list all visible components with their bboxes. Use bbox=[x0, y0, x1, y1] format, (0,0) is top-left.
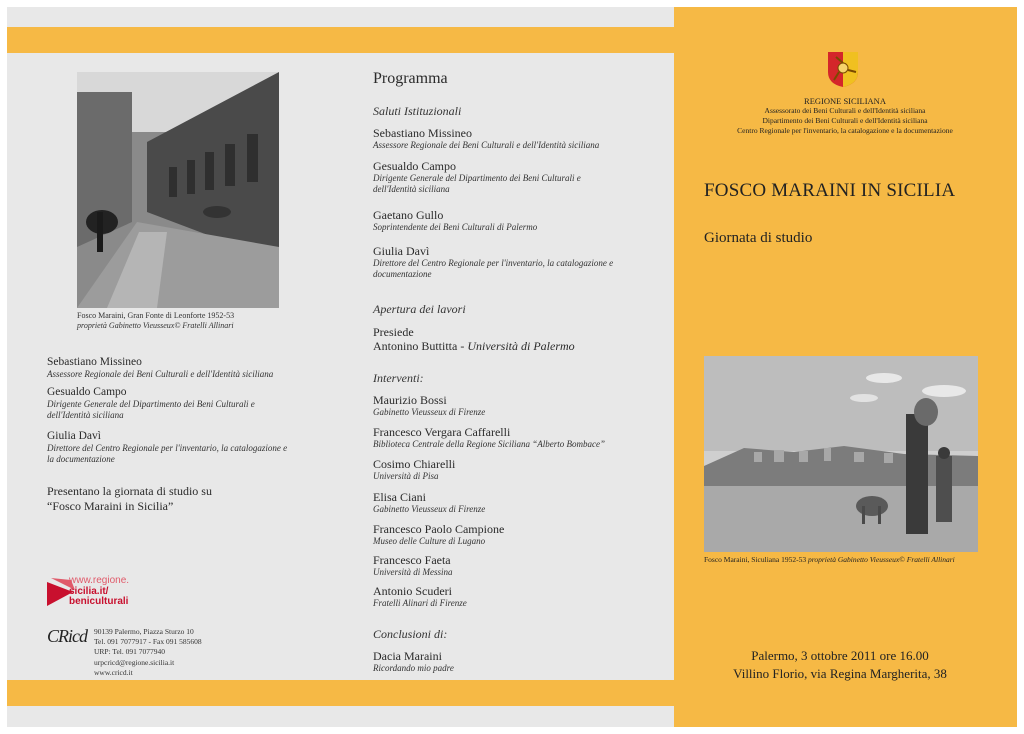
program-entry bbox=[373, 457, 663, 482]
presenter-name: Gesualdo Campo bbox=[47, 386, 127, 398]
speaker-role: Dirigente Generale del Dipartimento dei Beni Culturali e bbox=[373, 173, 581, 183]
caption-credit: proprietà Gabinetto Vieusseux© Fratelli Allinari bbox=[77, 321, 234, 330]
region-title: REGIONE SICILIANA bbox=[804, 96, 886, 106]
speaker-name: Dacia Maraini bbox=[373, 649, 442, 663]
presenter-role: la documentazione bbox=[47, 454, 115, 464]
presenter-role: dell'Identità siciliana bbox=[47, 410, 124, 420]
program-entry bbox=[373, 649, 663, 674]
present-line: Presentano la giornata di studio su bbox=[47, 484, 212, 498]
photo-caption-leonforte bbox=[77, 311, 317, 331]
speaker-role: Gabinetto Vieusseux di Firenze bbox=[373, 504, 486, 514]
speaker-role: Fratelli Alinari di Firenze bbox=[373, 598, 467, 608]
program-entry bbox=[373, 490, 663, 515]
logo-line: beniculturali bbox=[69, 596, 129, 607]
section-conclusioni: Conclusioni di: bbox=[373, 627, 448, 641]
event-date: Palermo, 3 ottobre 2011 ore 16.00 bbox=[751, 648, 929, 663]
contact-phone: Tel. 091 7077917 - Fax 091 585608 bbox=[94, 637, 202, 647]
program-entry bbox=[373, 522, 663, 547]
caption-line: Fosco Maraini, Siculiana 1952-53 bbox=[704, 555, 808, 564]
speaker-name: Francesco Faeta bbox=[373, 553, 451, 567]
section-interventi: Interventi: bbox=[373, 371, 424, 385]
chair-affiliation: Università di Palermo bbox=[467, 339, 575, 353]
presenter-3 bbox=[47, 430, 337, 465]
leonforte-photo bbox=[77, 72, 279, 308]
program-entry bbox=[373, 425, 663, 450]
speaker-role: Biblioteca Centrale della Regione Siciliana “Alberto Bombace” bbox=[373, 439, 605, 449]
speaker-role: Soprintendente dei Beni Culturali di Palermo bbox=[373, 222, 538, 232]
caption-line: Fosco Maraini, Gran Fonte di Leonforte 1952-53 bbox=[77, 311, 235, 320]
speaker-name: Gaetano Gullo bbox=[373, 208, 444, 222]
program-entry bbox=[373, 126, 663, 151]
contact-email[interactable]: urpcricd@regione.sicilia.it bbox=[94, 657, 175, 667]
top-stripe bbox=[7, 27, 674, 53]
presenter-name: Giulia Davì bbox=[47, 430, 101, 442]
contact-urp: URP: Tel. 091 7077940 bbox=[94, 647, 166, 657]
program-entry bbox=[373, 159, 663, 195]
speaker-role: Direttore del Centro Regionale per l'inventario, la catalogazione e bbox=[373, 258, 614, 268]
speaker-name: Francesco Paolo Campione bbox=[373, 522, 505, 536]
program-entry bbox=[373, 325, 663, 353]
event-title: FOSCO MARAINI IN SICILIA bbox=[704, 180, 956, 201]
region-header bbox=[700, 96, 990, 136]
present-title: “Fosco Maraini in Sicilia” bbox=[47, 499, 174, 513]
program-title: Programma bbox=[373, 70, 448, 87]
speaker-name: Elisa Ciani bbox=[373, 490, 426, 504]
bottom-stripe bbox=[7, 680, 674, 706]
speaker-role: Università di Pisa bbox=[373, 471, 439, 481]
speaker-role: Museo delle Culture di Lugano bbox=[373, 536, 486, 546]
speaker-name: Giulia Davì bbox=[373, 244, 430, 258]
speaker-name: Sebastiano Missineo bbox=[373, 126, 472, 140]
speaker-role: Assessore Regionale dei Beni Culturali e dell'Identità siciliana bbox=[373, 140, 600, 150]
section-apertura: Apertura dei lavori bbox=[373, 302, 466, 316]
chair-line bbox=[373, 339, 663, 353]
event-venue: Villino Florio, via Regina Margherita, 38 bbox=[733, 666, 947, 681]
program-entry bbox=[373, 208, 663, 233]
contact-website[interactable]: www.cricd.it bbox=[94, 667, 133, 677]
section-saluti: Saluti Istituzionali bbox=[373, 104, 462, 118]
program-entry bbox=[373, 553, 663, 578]
presenter-2 bbox=[47, 386, 337, 421]
event-details bbox=[700, 647, 980, 683]
event-subtitle: Giornata di studio bbox=[704, 230, 813, 246]
speaker-role: dell'Identità siciliana bbox=[373, 184, 450, 194]
presenter-name: Sebastiano Missineo bbox=[47, 356, 142, 368]
speaker-name: Antonio Scuderi bbox=[373, 584, 452, 598]
speaker-name: Gesualdo Campo bbox=[373, 159, 456, 173]
logo-line: sicilia.it/ bbox=[69, 585, 109, 597]
program-entry bbox=[373, 584, 663, 609]
contact-address: 90139 Palermo, Piazza Sturzo 10 bbox=[94, 627, 194, 636]
program-entry bbox=[373, 244, 663, 280]
photo-caption-siculiana bbox=[704, 555, 994, 564]
presenter-role: Direttore del Centro Regionale per l'inventario, la catalogazione e bbox=[47, 443, 288, 453]
speaker-name: Francesco Vergara Caffarelli bbox=[373, 425, 511, 439]
speaker-name: Maurizio Bossi bbox=[373, 393, 447, 407]
speaker-role: Università di Messina bbox=[373, 567, 453, 577]
beniculturali-logo[interactable] bbox=[47, 576, 147, 610]
chair-name: Antonino Buttitta - bbox=[373, 339, 468, 353]
contacts-block bbox=[94, 627, 274, 678]
program-entry bbox=[373, 393, 663, 418]
presenter-role: Assessore Regionale dei Beni Culturali e dell'Identità siciliana bbox=[47, 369, 274, 379]
siculiana-photo bbox=[704, 356, 978, 552]
speaker-name: Cosimo Chiarelli bbox=[373, 457, 456, 471]
region-line: Dipartimento dei Beni Culturali e dell'Identità siciliana bbox=[762, 116, 928, 125]
region-line: Centro Regionale per l'inventario, la catalogazione e la documentazione bbox=[737, 126, 953, 135]
speaker-role: Ricordando mio padre bbox=[373, 663, 454, 673]
caption-credit: proprietà Gabinetto Vieusseux© Fratelli Allinari bbox=[807, 555, 955, 564]
regione-siciliana-emblem bbox=[826, 50, 860, 88]
region-line: Assessorato dei Beni Culturali e dell'Identità siciliana bbox=[764, 106, 926, 115]
speaker-role: Gabinetto Vieusseux di Firenze bbox=[373, 407, 486, 417]
presenter-1 bbox=[47, 356, 337, 380]
chair-label: Presiede bbox=[373, 325, 414, 339]
presentation-text bbox=[47, 484, 307, 514]
speaker-role: documentazione bbox=[373, 269, 432, 279]
presenter-role: Dirigente Generale del Dipartimento dei Beni Culturali e bbox=[47, 399, 255, 409]
cricd-logo: CRicd bbox=[47, 626, 87, 646]
logo-line: www.regione. bbox=[69, 575, 130, 586]
